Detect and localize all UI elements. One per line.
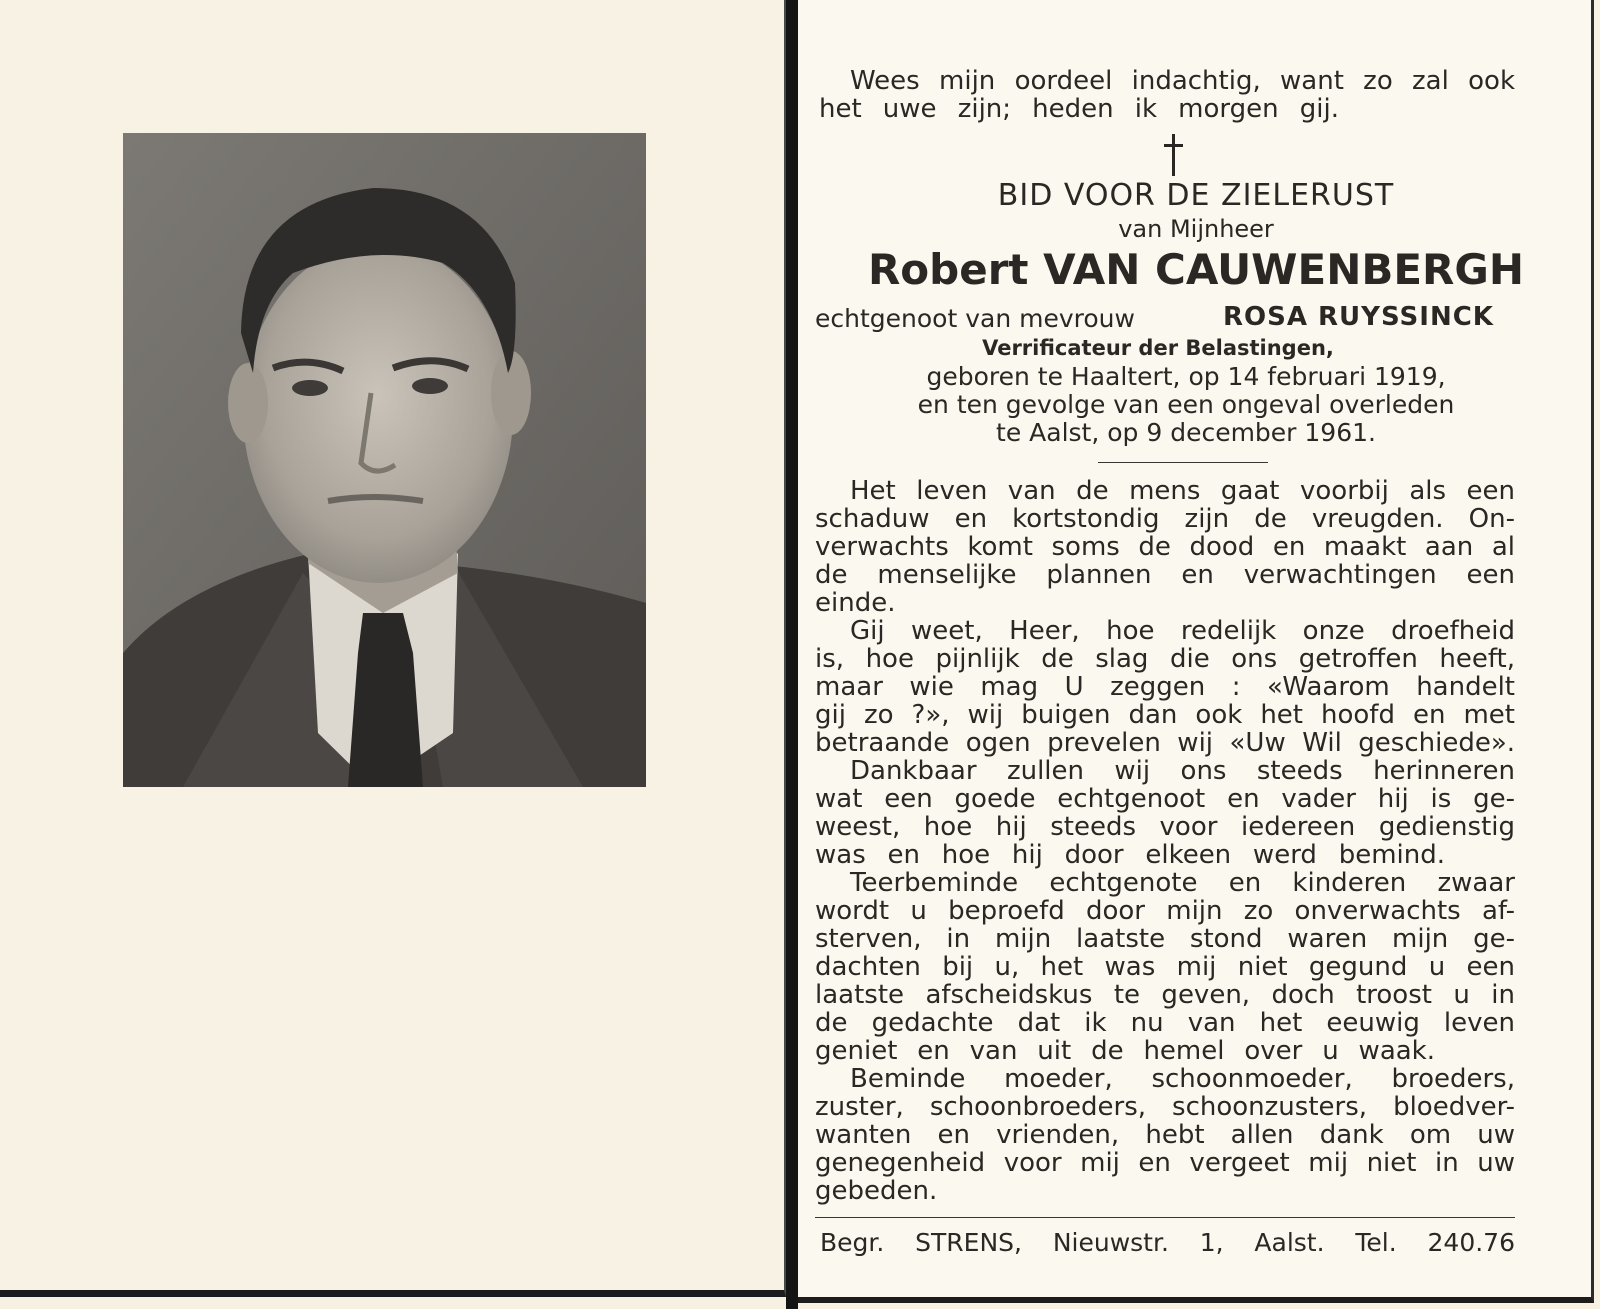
- spouse-name: ROSA RUYSSINCK: [1223, 302, 1494, 332]
- portrait-photo: [123, 133, 646, 787]
- body-line: zuster, schoonbroeders, schoonzusters, bloedver-: [815, 1092, 1515, 1122]
- cross-icon: [1172, 134, 1176, 176]
- left-card: [0, 0, 786, 1297]
- quote-line-2: het uwe zijn; heden ik morgen gij.: [819, 94, 1339, 124]
- body-line: verwachts komt soms de dood en maakt aan al: [815, 532, 1515, 562]
- body-line: de gedachte dat ik nu van het eeuwig leven: [815, 1008, 1515, 1038]
- body-line: Het leven van de mens gaat voorbij als een: [850, 476, 1515, 506]
- death-line-2: te Aalst, op 9 december 1961.: [996, 418, 1376, 447]
- body-line: gebeden.: [815, 1176, 938, 1206]
- body-line: sterven, in mijn laatste stond waren mijn ge-: [815, 924, 1515, 954]
- prayer-heading: BID VOOR DE ZIELERUST: [997, 178, 1395, 213]
- body-line: Dankbaar zullen wij ons steeds herinneren: [850, 756, 1515, 786]
- portrait-illustration: [123, 133, 646, 787]
- body-line: wanten en vrienden, hebt allen dank om uw: [815, 1120, 1515, 1150]
- body-line: dachten bij u, het was mij niet gegund u een: [815, 952, 1515, 982]
- body-line: wordt u beproefd door mijn zo onverwachts af-: [815, 896, 1515, 926]
- body-line: einde.: [815, 588, 896, 618]
- card-fold-edge: [786, 0, 798, 1309]
- body-line: betraande ogen prevelen wij «Uw Wil geschiede».: [815, 728, 1515, 758]
- occupation: Verrificateur der Belastingen,: [982, 336, 1334, 360]
- printer-line: Begr. STRENS, Nieuwstr. 1, Aalst. Tel. 240.76: [820, 1228, 1515, 1257]
- body-line: is, hoe pijnlijk de slag die ons getroffen heeft,: [815, 644, 1515, 674]
- body-line: Teerbeminde echtgenote en kinderen zwaar: [850, 868, 1515, 898]
- quote-line-1: Wees mijn oordeel indachtig, want zo zal ook: [850, 66, 1515, 96]
- birth-line: geboren te Haaltert, op 14 februari 1919,: [926, 362, 1446, 391]
- body-line: weest, hoe hij steeds voor iedereen gedienstig: [815, 812, 1515, 842]
- footer-divider: [815, 1217, 1515, 1218]
- body-line: Gij weet, Heer, hoe redelijk onze droefheid: [850, 616, 1515, 646]
- deceased-name: Robert VAN CAUWENBERGH: [867, 245, 1525, 294]
- body-line: wat een goede echtgenoot en vader hij is ge-: [815, 784, 1515, 814]
- body-line: maar wie mag U zeggen : «Waarom handelt: [815, 672, 1515, 702]
- van-mijnheer: van Mijnheer: [1118, 215, 1274, 243]
- body-line: genegenheid voor mij en vergeet mij niet in uw: [815, 1148, 1515, 1178]
- body-line: was en hoe hij door elkeen werd bemind.: [815, 840, 1445, 870]
- body-line: gij zo ?», wij buigen dan ook het hoofd en met: [815, 700, 1515, 730]
- body-line: de menselijke plannen en verwachtingen een: [815, 560, 1515, 590]
- body-line: Beminde moeder, schoonmoeder, broeders,: [850, 1064, 1515, 1094]
- body-line: schaduw en kortstondig zijn de vreugden. On-: [815, 504, 1515, 534]
- spouse-prefix: echtgenoot van mevrouw: [815, 304, 1135, 333]
- body-line: geniet en van uit de hemel over u waak.: [815, 1036, 1435, 1066]
- right-card: [798, 0, 1594, 1303]
- body-line: laatste afscheidskus te geven, doch troost u in: [815, 980, 1515, 1010]
- section-divider: [1098, 462, 1268, 463]
- death-line-1: en ten gevolge van een ongeval overleden: [917, 390, 1455, 419]
